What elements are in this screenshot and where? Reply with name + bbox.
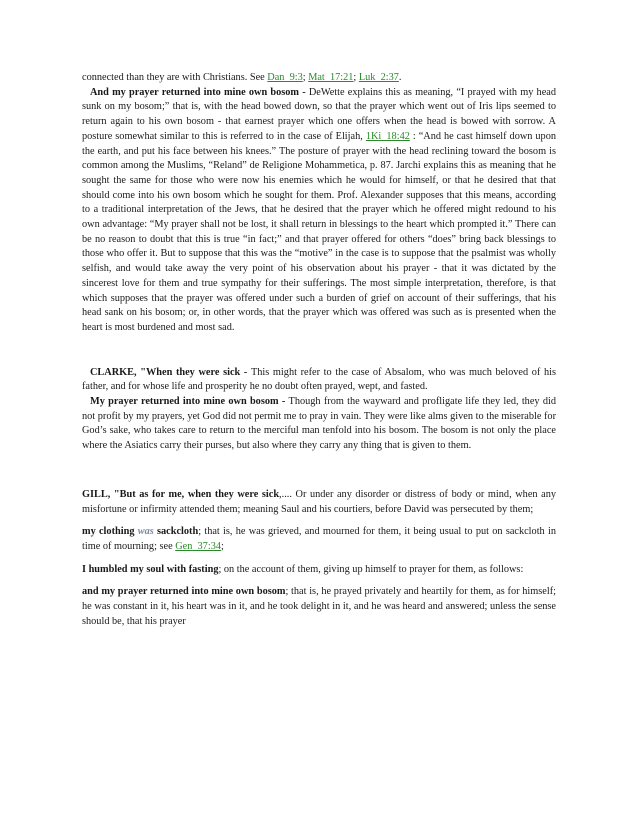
- verse-heading: and my prayer returned into mine own bosom: [82, 586, 286, 598]
- spacer: [82, 454, 556, 488]
- paragraph-gill-clothing: [82, 525, 556, 554]
- scripture-link-dan[interactable]: Dan_9:3: [267, 72, 303, 83]
- verse-heading: And my prayer returned into mine own bosom -: [90, 86, 309, 98]
- text: This might refer to the case of Absalom, who was much beloved of his father, and for whose life and prosperity he no doubt often prayed, wept, and fasted.: [82, 366, 556, 393]
- commentator-heading: CLARKE, "When they were sick -: [90, 366, 251, 378]
- paragraph-barnes-end: [82, 71, 556, 86]
- text: ; that is, he prayed privately and heartily for them, as for himself; he was constant in it, his heart was in it, and he took delight in it, and he was heard and answered; unless the sense should be, that his prayer: [82, 586, 556, 627]
- spacer: [82, 577, 556, 585]
- text: ; on the account of them, giving up himself to prayer for them, as follows:: [218, 563, 524, 575]
- spacer: [82, 555, 556, 563]
- text: ,.... Or under any disorder or distress of body or mind, when any misfortune or infirmity attended them; meaning Saul and his courtiers, before David was persecuted by them;: [82, 488, 556, 515]
- scripture-link-gen[interactable]: Gen_37:34: [175, 540, 221, 552]
- verse-heading: I humbled my soul with fasting: [82, 563, 219, 575]
- text: .: [398, 72, 402, 83]
- text: Though from the wayward and profligate life they led, they did not profit by my prayers, yet God did not permit me to pray in vain. They were like alms given to the miserable for God’s sake, who takes care to return to the merciful man tenfold into his bosom. The bosom is not only the place where the Asiatics carry their purses, but also where they carry any thing that is given to them.: [82, 396, 556, 452]
- scripture-link-1ki[interactable]: 1Ki_18:42: [365, 130, 410, 142]
- text: DeWette explains this as meaning, “I prayed with my head sunk on my bosom;” that is, with the head bowed down, so that the prayer which went out of Iris lips seemed to return again to his own bosom - that earnest prayer which one offers when the head is bowed with sorrow. A posture somewhat similar to this is referred to in the case of Elijah,: [82, 86, 556, 142]
- scripture-link-luk[interactable]: Luk_2:37: [358, 72, 399, 83]
- verse-heading: sackcloth: [153, 526, 199, 538]
- scripture-link-mat[interactable]: Mat_17:21: [308, 72, 354, 83]
- paragraph-gill-sick: [82, 488, 556, 517]
- commentator-heading: GILL, "But as for me, when they were sick: [82, 488, 280, 500]
- paragraph-clarke-prayer: [82, 395, 556, 454]
- verse-heading: my clothing: [82, 526, 138, 538]
- document-page: [82, 71, 556, 630]
- text: : “And he cast himself down upon the earth, and put his face between his knees.” The posture of prayer with the head reclining toward the bosom is common among the Muslims, “Reland” de Religione Mohammetica, p. 87. Jarchi explains this as meaning that he sought the same for those who were now his enemies which he would for himself, or that he desired that that should come into his own bosom which he sought for them. Prof. Alexander supposes that this means, according to a traditional interpretation of the Jews, that he desired that the prayer which he offered might redound to his own advantage: “My prayer shall not be lost, it shall return in blessings to the heart which prompted it.” There can be no reason to doubt that this is true “in fact;” and that prayer offered for others “does” bring back blessings to those who offer it. But to suppose that this was the “motive” in the case is to suppose that the psalmist was wholly selfish, and would take away the very point of his observation about his prayer - that it was dictated by the sincerest love for them and true sympathy for their sufferings. The most simple interpretation, therefore, is that which supposes that the prayer was offered under such a burden of grief on account of their sufferings, that his head sank on his bosom; or, in other words, that the prayer which was offered was such as is presented when the heart is most burdened and most sad.: [82, 130, 556, 333]
- paragraph-clarke-sick: [82, 366, 556, 395]
- italic-supplied-word: was: [137, 526, 154, 538]
- separator: ;: [302, 72, 309, 83]
- verse-heading: My prayer returned into mine own bosom -: [90, 396, 289, 408]
- text: ; that is, he was grieved, and mourned for them, it being usual to put on sackcloth in time of mourning; see: [82, 526, 556, 552]
- spacer: [82, 336, 556, 366]
- text: connected than they are with Christians. See: [82, 72, 268, 83]
- separator: ;: [353, 72, 359, 83]
- paragraph-gill-prayer: [82, 585, 556, 629]
- spacer: [82, 517, 556, 525]
- paragraph-gill-fasting: [82, 563, 556, 578]
- paragraph-barnes-prayer: [82, 86, 556, 336]
- text: ;: [221, 540, 224, 552]
